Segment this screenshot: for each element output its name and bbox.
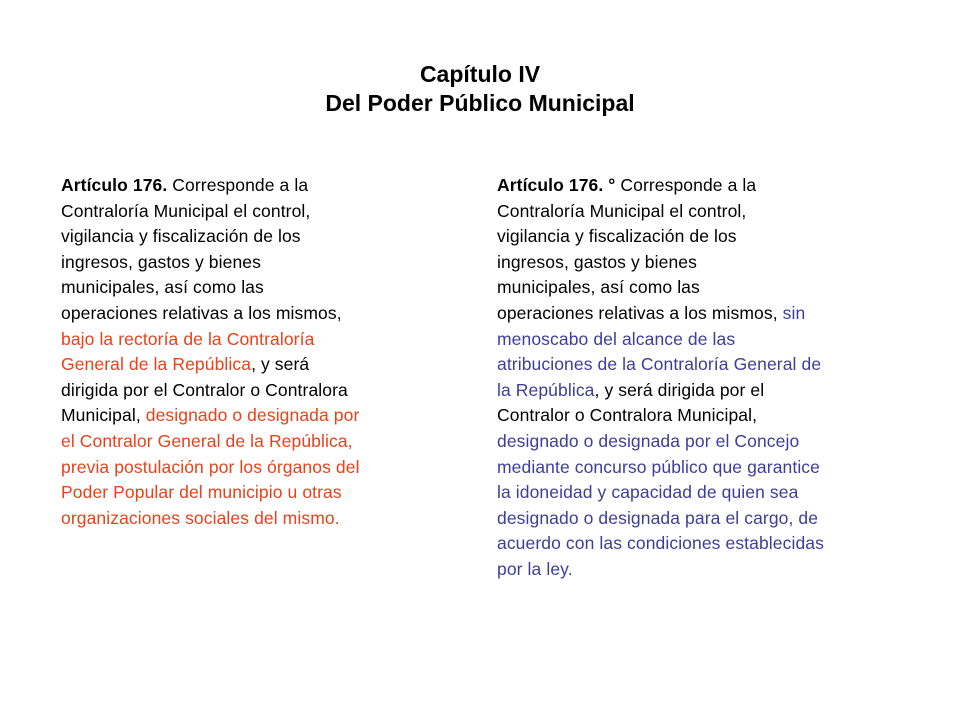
article-text-line: [497, 250, 902, 276]
highlighted-text: designado o designada para el cargo, de: [497, 507, 819, 528]
article-text: ingresos, gastos y bienes: [497, 251, 697, 272]
article-text-line: [61, 480, 426, 506]
article-text-line: [497, 199, 902, 225]
article-text-line: [497, 506, 902, 532]
article-text-line: [61, 506, 426, 532]
highlighted-text: atribuciones de la Contraloría General de: [497, 354, 822, 375]
article-text-line: [61, 301, 426, 327]
article-text-line: [497, 224, 902, 250]
article-text: Corresponde a la: [167, 175, 309, 195]
article-text-line: [61, 378, 426, 404]
highlighted-text: la República: [497, 379, 595, 400]
highlighted-text: designado o designada por: [145, 405, 360, 426]
highlighted-text: acuerdo con las condiciones establecidas: [497, 533, 824, 554]
article-text: vigilancia y fiscalización de los: [497, 226, 737, 247]
article-text-line: [497, 403, 902, 429]
highlighted-text: previa postulación por los órganos del: [61, 456, 360, 477]
highlighted-text: mediante concurso público que garantice: [497, 456, 820, 477]
article-text-line: [497, 455, 902, 481]
chapter-number: Capítulo IV: [419, 61, 541, 87]
article-text-line: [497, 352, 902, 378]
article-text-line: [61, 455, 426, 481]
article-text: Contraloría Municipal el control,: [61, 200, 311, 221]
article-text: municipales, así como las: [497, 277, 700, 298]
article-text-line: [497, 327, 902, 353]
article-text-line: [61, 403, 426, 429]
article-text-line: [61, 275, 426, 301]
highlighted-text: Poder Popular del municipio u otras: [61, 482, 342, 503]
article-text-line: [497, 557, 902, 583]
chapter-title: [0, 60, 960, 118]
article-text: operaciones relativas a los mismos,: [61, 302, 342, 323]
highlighted-text: bajo la rectoría de la Contraloría: [61, 328, 315, 349]
highlighted-text: la idoneidad y capacidad de quien sea: [497, 482, 799, 503]
highlighted-text: organizaciones sociales del mismo.: [61, 507, 340, 528]
article-text-line: [497, 173, 902, 199]
article-text: dirigida por el Contralor o Contralora: [61, 379, 348, 400]
highlighted-text: el Contralor General de la República,: [61, 430, 353, 451]
article-text-line: [497, 429, 902, 455]
article-text-line: [61, 250, 426, 276]
article-label: Artículo 176. °: [497, 175, 616, 195]
article-text-line: [497, 531, 902, 557]
highlighted-text: por la ley.: [497, 558, 573, 579]
highlighted-text: designado o designada por el Concejo: [497, 430, 800, 451]
article-text: Contraloría Municipal el control,: [497, 200, 747, 221]
article-text-line: [61, 173, 426, 199]
right-article: [497, 173, 902, 583]
highlighted-text: menoscabo del alcance de las: [497, 328, 736, 349]
article-text: ingresos, gastos y bienes: [61, 251, 261, 272]
article-text-line: [61, 352, 426, 378]
article-text-line: [497, 378, 902, 404]
article-text: Contralor o Contralora Municipal,: [497, 405, 758, 426]
article-text-line: [61, 327, 426, 353]
chapter-heading: Del Poder Público Municipal: [325, 90, 635, 116]
article-text: Corresponde a la: [615, 175, 757, 195]
article-text: , y será: [251, 354, 310, 375]
article-text-line: [61, 224, 426, 250]
left-article: [61, 173, 426, 531]
highlighted-text: General de la República: [61, 354, 252, 375]
article-text-line: [61, 199, 426, 225]
article-text-line: [61, 429, 426, 455]
article-text: Municipal,: [61, 405, 146, 426]
article-text: operaciones relativas a los mismos,: [497, 302, 783, 323]
article-text: vigilancia y fiscalización de los: [61, 226, 301, 247]
article-text: municipales, así como las: [61, 277, 264, 298]
article-text-line: [497, 301, 902, 327]
article-text-line: [497, 480, 902, 506]
highlighted-text: sin: [782, 302, 806, 323]
article-label: Artículo 176.: [61, 175, 168, 195]
article-text: , y será dirigida por el: [594, 379, 765, 400]
article-text-line: [497, 275, 902, 301]
